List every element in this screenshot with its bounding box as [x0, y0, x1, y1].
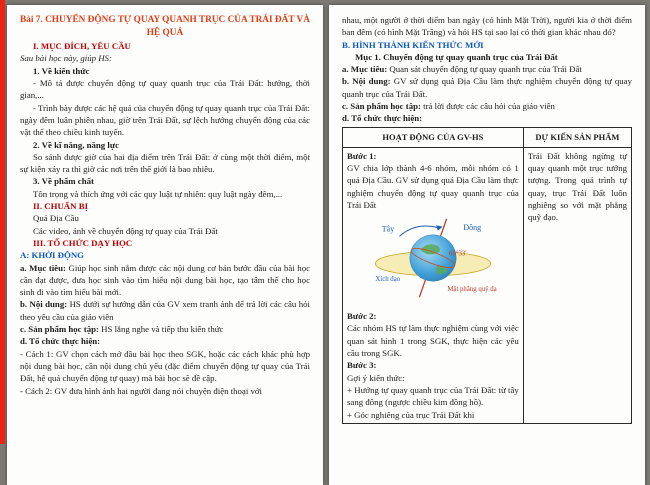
way1-paragraph: - Cách 1: GV chọn cách mở đầu bài học theo SGK, hoặc các cách khác phù hợp nội dung bài học, cần nội dung chủ yếu (đặc điểm chuyển động tự quay của Trái Đất, hệ quả chuyển động tự quay) mà bài học sẽ đề cập.	[20, 348, 310, 384]
earth-globe-shape	[410, 235, 456, 281]
rotation-arrowhead	[436, 225, 442, 231]
intro-note: Sau bài học này, giúp HS:	[20, 53, 112, 64]
org-a-paragraph	[20, 335, 310, 347]
heading-khoi-dong: A: KHỞI ĐỘNG	[20, 250, 85, 261]
quality-paragraph: Tôn trọng và thích ứng với các quy luật tự nhiên: quy luật ngày đêm,...	[33, 188, 283, 199]
table-header-san-pham: DỰ KIẾN SẢN PHẨM	[523, 127, 631, 147]
heading-hinh-thanh-kien-thuc: B. HÌNH THÀNH KIẾN THỨC MỚI	[342, 39, 484, 50]
heading-kien-thuc: 1. Về kiến thức	[33, 65, 90, 76]
step-1-text: GV chia lớp thành 4-6 nhóm, mỗi nhóm có 1 quả Địa Cầu. GV sử dụng quả Địa Cầu làm thực nghiệm chuyển động tự quay quanh trục của Trái Đất	[347, 162, 519, 210]
step-3-label: Bước 3:	[347, 360, 377, 371]
lesson-title: Bài 7. CHUYỂN ĐỘNG TỰ QUAY QUANH TRỤC CỦA TRÁI ĐẤT VÀ HỆ QUẢ	[20, 15, 310, 38]
page-1	[7, 5, 323, 485]
org-b-paragraph	[342, 112, 632, 124]
globe-label-equator: Xích đạo	[375, 276, 401, 284]
globe-label-east: Đông	[463, 223, 482, 233]
content-b-text: GV sử dụng quả Địa Cầu làm thực nghiệm chuyển động tự quay quanh trục của Trái Đất.	[342, 76, 632, 99]
step-3-point-1: + Hướng tự quay quanh trục của Trái Đất: từ tây sang đông (ngược chiều kim đồng hồ).	[347, 384, 519, 408]
step-2-text: Các nhóm HS tự làm thực nghiệm cùng với việc quan sát hình 1 trong SGK, thực hiện các yêu cầu trong SGK.	[347, 323, 519, 359]
table-body-row	[343, 147, 632, 423]
table-cell-expected-product	[523, 147, 631, 423]
product-a-text: HS lắng nghe và tiếp thu kiến thức	[98, 324, 224, 335]
table-header-row	[343, 127, 632, 147]
product-a-paragraph	[20, 323, 310, 335]
heading-to-chuc-day-hoc: III. TỔ CHỨC DẠY HỌC	[33, 237, 133, 248]
goal-a-label: a. Mục tiêu:	[20, 262, 66, 273]
globe-label-west: Tây	[381, 224, 395, 234]
product-b-text: trả lời được các câu hỏi của giáo viên	[420, 101, 555, 112]
content-a-label: b. Nội dung:	[20, 299, 68, 310]
goal-a-paragraph	[20, 262, 310, 299]
heading-muc-dich-yeu-cau: I. MỤC ĐÍCH, YÊU CẦU	[33, 41, 131, 52]
left-edge-marker	[0, 0, 5, 444]
product-b-paragraph	[342, 100, 632, 112]
step-3-point-2: + Góc nghiêng của trục Trái Đất khi	[347, 409, 475, 420]
page-2	[329, 5, 645, 485]
goal-b-paragraph	[342, 63, 632, 75]
globe-figure	[347, 214, 519, 307]
prep-paragraph-2: Các video, ảnh về chuyển động tự quay của Trái Đất	[33, 225, 218, 236]
step-1-label: Bước 1:	[347, 150, 377, 161]
globe-illustration	[369, 214, 497, 302]
continuation-paragraph: nhau, một người ở thời điểm ban ngày (có hình Mặt Trời), người kia ở thời điểm ban đêm (có hình Mặt Trăng) và hỏi HS tại sao lại có thời gian khác nhau đó?	[342, 15, 632, 38]
activity-table	[342, 127, 632, 424]
heading-ki-nang: 2. Về kĩ năng, năng lực	[33, 139, 120, 150]
content-b-label: b. Nội dung:	[342, 76, 391, 87]
goal-b-label: a. Mục tiêu:	[342, 64, 388, 75]
knowledge-paragraph-2: - Trình bày được các hệ quả của chuyển động tự quay quanh trục của Trái Đất: ngày đêm luân phiên nhau, giờ trên Trái Đất, sự lệch hướng chuyển động của các vật thể theo chiều kinh tuyến.	[20, 102, 310, 138]
globe-label-angle: 66°33'	[448, 250, 467, 258]
goal-b-text: Quan sát chuyển động tự quay quanh trục của Trái Đất	[387, 64, 582, 75]
step-2-label: Bước 2:	[347, 311, 377, 322]
table-cell-activities	[343, 147, 524, 423]
org-b-label: d. Tổ chức thực hiện:	[342, 113, 423, 124]
globe-label-orbital-plane: Mặt phẳng quỹ đạo	[447, 285, 497, 293]
content-a-text: HS dưới sự hướng dẫn của GV xem tranh ảnh để trả lời các câu hỏi theo yêu cầu của giáo viên	[20, 299, 310, 322]
table-header-gv-hs: HOẠT ĐỘNG CỦA GV-HS	[343, 127, 524, 147]
expected-product-text: Trái Đất không ngừng tự quay quanh một trục tưởng tượng. Trong quá trình tự quay, trục Trái Đất luôn nghiêng so với mặt phẳng quỹ đạo.	[527, 150, 627, 223]
knowledge-paragraph-1: - Mô tả được chuyển động tự quay quanh trục của Trái Đất: hướng, thời gian,...	[20, 78, 310, 101]
heading-pham-chat: 3. Về phẩm chất	[33, 176, 94, 187]
heading-muc-1: Mục 1. Chuyển động tự quay quanh trục của Trái Đất	[355, 51, 558, 62]
way2-paragraph: - Cách 2: GV đưa hình ảnh hai người đang nói chuyện điện thoại với	[20, 385, 262, 396]
product-b-label: c. Sản phẩm học tập:	[342, 101, 421, 112]
product-a-label: c. Sản phẩm học tập:	[20, 324, 99, 335]
content-a-paragraph	[20, 298, 310, 323]
skill-paragraph: So sánh được giờ của hai địa điểm trên Trái Đất: ở cùng một thời điểm, một sự kiện xảy ra thì giờ các nơi trên thế giới là bao nhiêu.	[20, 151, 310, 175]
goal-a-text: Giúp học sinh nắm được các nội dung cơ bản bước đầu của bài học cần đạt được, đưa học sinh vào tìm hiểu nội dung bài học, tạo tâm thế cho học sinh đi vào tìm hiểu bài mới.	[20, 262, 311, 298]
step-3-intro: Gợi ý kiến thức:	[347, 372, 405, 383]
heading-chuan-bi: II. CHUẨN BỊ	[33, 201, 88, 212]
org-a-label: d. Tổ chức thực hiện:	[20, 336, 101, 347]
content-b-paragraph	[342, 75, 632, 100]
prep-paragraph-1: Quả Địa Cầu	[33, 213, 79, 224]
